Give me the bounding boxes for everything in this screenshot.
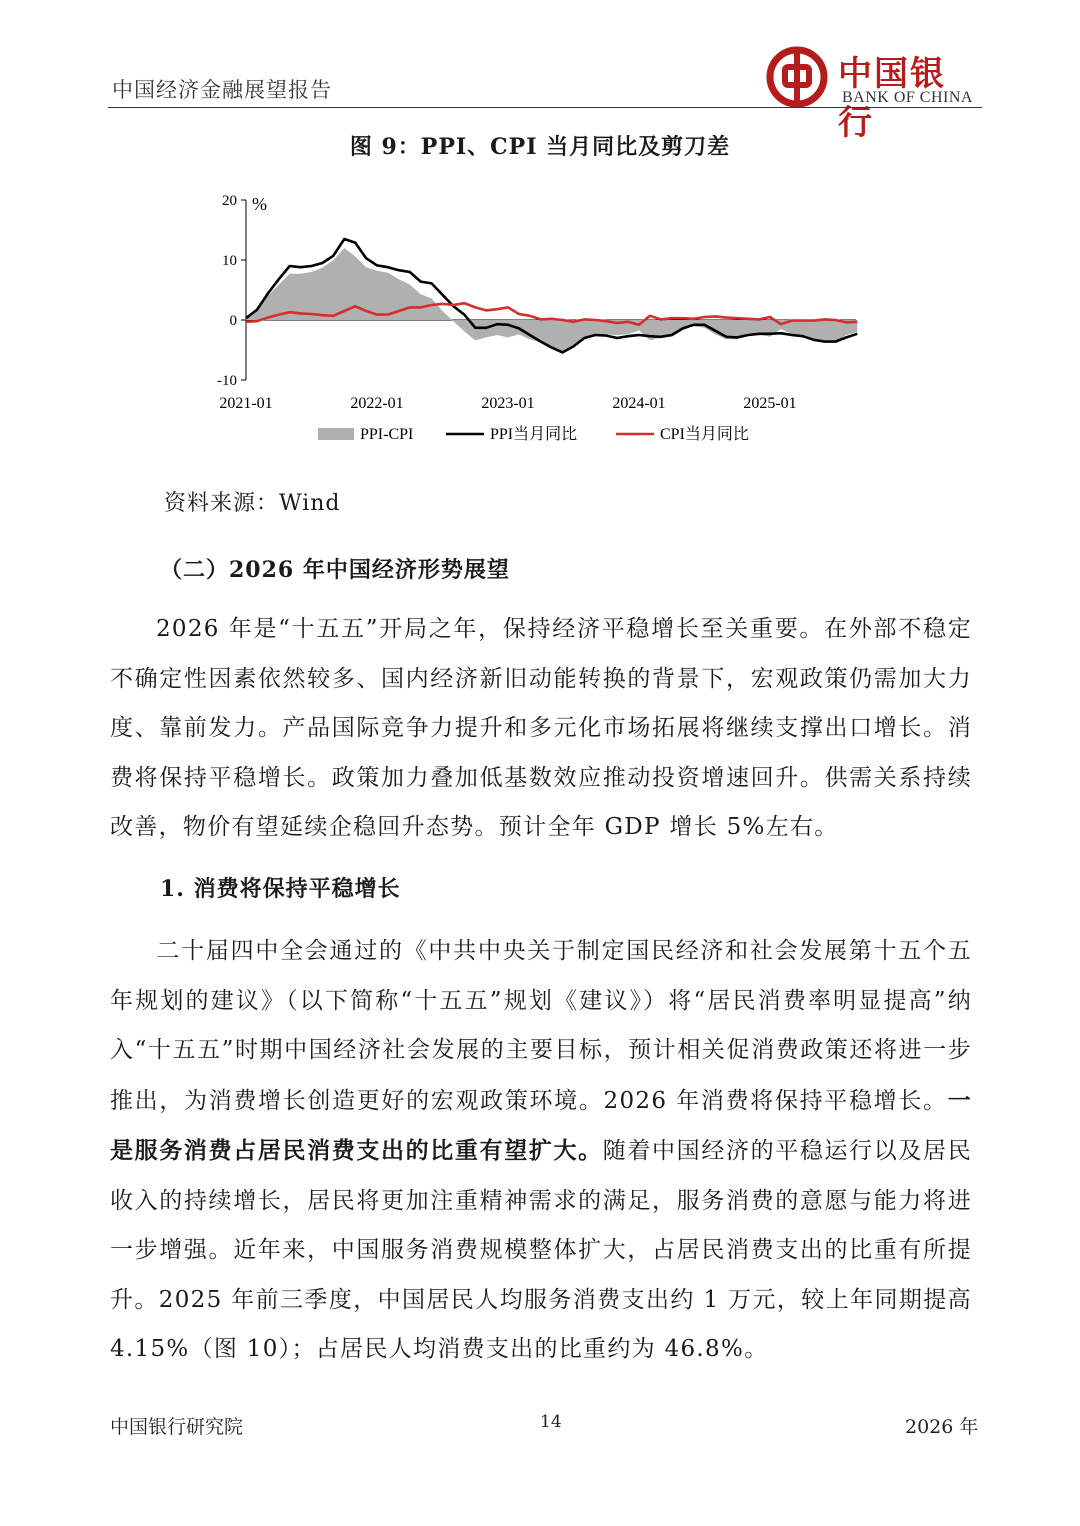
logo-chinese-text: 中国银行 — [838, 54, 946, 143]
y-tick-label: -10 — [217, 373, 237, 389]
subsection-text-part1: 二十届四中全会通过的《中共中央关于制定国民经济和社会发展第十五个五年规划的建议》（以下简称“十五五”规划《建议》）将“居民消费率明显提高”纳入“十五五”时期中国经济社会发展的主要目标，预计相关促消费政策还将进一步推出，为消费增长创造更好的宏观政策环境。2026 年消费将保持平稳增长。 — [110, 938, 972, 1114]
legend-label-cpi: CPI当月同比 — [660, 426, 749, 443]
header-divider — [108, 107, 982, 108]
x-tick-label: 2025-01 — [743, 395, 797, 412]
footer-institute: 中国银行研究院 — [110, 1416, 244, 1438]
footer-year: 2026 年 — [905, 1416, 979, 1438]
y-tick-label: 10 — [222, 253, 237, 269]
legend-swatch-ppi-cpi — [318, 428, 354, 440]
x-tick-label: 2022-01 — [350, 395, 404, 412]
chart-svg — [190, 180, 890, 460]
bank-logo — [766, 44, 976, 143]
section-paragraph-text: 2026 年是“十五五”开局之年，保持经济平稳增长至关重要。在外部不稳定不确定性因素依然较多、国内经济新旧动能转换的背景下，宏观政策仍需加大力度、靠前发力。产品国际竞争力提升和多元化市场拓展将继续支撑出口增长。消费将保持平稳增长。政策加力叠加低基数效应推动投资增速回升。供需关系持续改善，物价有望延续企稳回升态势。预计全年 GDP 增长 5%左右。 — [110, 616, 972, 840]
ppi-cpi-area — [246, 248, 857, 352]
logo-english-text: BANK OF CHINA — [842, 89, 973, 106]
x-tick-label: 2021-01 — [219, 395, 273, 412]
subsection-heading: 1. 消费将保持平稳增长 — [160, 876, 401, 902]
figure-title: 图 9：PPI、CPI 当月同比及剪刀差 — [349, 134, 731, 160]
legend-label-ppi-cpi: PPI-CPI — [360, 426, 414, 443]
section-paragraph — [110, 605, 972, 853]
section-heading: （二）2026 年中国经济形势展望 — [160, 557, 510, 583]
y-tick-label: 0 — [229, 313, 237, 329]
report-title: 中国经济金融展望报告 — [112, 78, 332, 102]
ppi-cpi-chart — [190, 180, 890, 460]
x-tick-label: 2023-01 — [481, 395, 535, 412]
footer-page-number: 14 — [540, 1412, 562, 1432]
subsection-text-part2: 随着中国经济的平稳运行以及居民收入的持续增长，居民将更加注重精神需求的满足，服务消费的意愿与能力将进一步增强。近年来，中国服务消费规模整体扩大，占居民消费支出的比重有所提升。2025 年前三季度，中国居民人均服务消费支出约 1 万元，较上年同期提高 4.15%（图 10）；占居民人均消费支出的比重约为 46.8%。 — [110, 1138, 973, 1362]
legend-label-ppi: PPI当月同比 — [490, 426, 578, 443]
subsection-paragraph — [110, 927, 972, 1375]
x-tick-label: 2024-01 — [612, 395, 666, 412]
subsection-bold-text: 一是服务消费占居民消费支出的比重有望扩大。 — [110, 1086, 972, 1164]
bank-of-china-emblem-icon — [766, 46, 828, 108]
y-tick-label: 20 — [222, 193, 237, 209]
data-source: 资料来源：Wind — [164, 491, 341, 516]
y-unit-label: % — [252, 194, 267, 214]
